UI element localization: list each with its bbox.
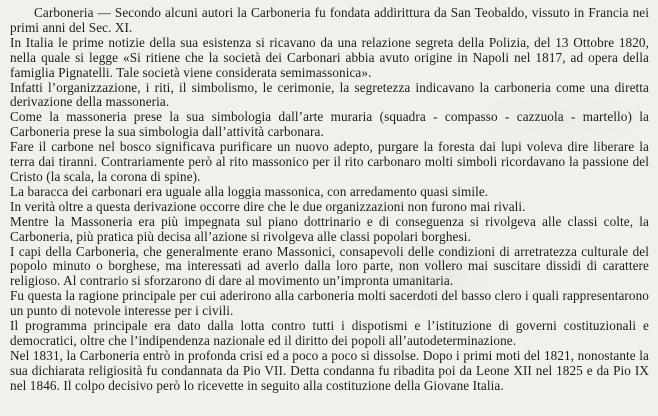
paragraph-simbologia: Come la massoneria prese la sua simbologia dall’arte muraria (squadra - compasso - cazzuola - martello) la Carboneria prese la sua simbologia dall’attività carbonara. bbox=[10, 109, 649, 140]
paragraph-prime-notizie: In Italia le prime notizie della sua esistenza si ricavano da una relazione segreta della Polizia, del 13 Ottobre 1820, nella quale si legge «Si ritiene che la società dei Carbonari abbia avuto origine in Napoli nel 1817, ad opera della famiglia Pignatelli. Tale società viene considerata semimassonica». bbox=[10, 34, 649, 80]
paragraph-baracca: La baracca dei carbonari era uguale alla loggia massonica, con arredamento quasi simile. bbox=[10, 183, 489, 199]
paragraph-intro: Carboneria — Secondo alcuni autori la Carboneria fu fondata addirittura da San Teobaldo, vissuto in Francia nei primi anni del Sec. XI. bbox=[10, 5, 649, 35]
paragraph-crisi: Nel 1831, la Carboneria entrò in profonda crisi ed a poco a poco si dissolse. Dopo i primi moti del 1821, nonostante la sua dichiarata religiosità fu condannata da Pio VII. Detta condanna fu ribadita poi da Leone XII nel 1825 e da Pio IX nel 1846. Il colpo decisivo però lo ricevette in seguito alla costituzione della Giovane Italia. bbox=[10, 347, 649, 393]
paragraph-non-rivali: In verità oltre a questa derivazione occorre dire che le due organizzazioni non furono mai rivali. bbox=[10, 198, 526, 214]
paragraph-capi: I capi della Carboneria, che generalmente erano Massonici, consapevoli delle condizioni di arretratezza culturale del popolo minuto o borghese, ma interessati ad averlo dalla loro parte, non vollero mai suscitare dissidi di carattere religioso. Al contrario si sforzarono di dare al movimento un’impronta umanitaria. bbox=[10, 243, 649, 289]
paragraph-sacerdoti: Fu questa la ragione principale per cui aderirono alla carboneria molti sacerdoti del basso clero i quali rappresentarono un punto di notevole interesse per i civili. bbox=[10, 288, 649, 319]
paragraph-programma: Il programma principale era dato dalla lotta contro tutti i dispotismi e l’istituzione di governi costituzionali e democratici, oltre che l’indipendenza nazionale ed il diritto dei popoli all’autodeterminazione. bbox=[10, 318, 649, 348]
paragraph-organizzazione: Infatti l’organizzazione, i riti, il simbolismo, le cerimonie, la segretezza indicavano la carboneria come una diretta derivazione della massoneria. bbox=[10, 79, 649, 110]
paragraph-rito-carbonaro: Fare il carbone nel bosco significava purificare un nuovo adepto, purgare la foresta dai lupi voleva dire liberare la terra dai tiranni. Contrariamente però al rito massonico per il rito carbonaro molti simboli ricordavano la passione del Cristo (la scala, la corona di spine). bbox=[10, 139, 649, 184]
paragraph-classi: Mentre la Massoneria era più impegnata sul piano dottrinario e di conseguenza si rivolgeva alle classi colte, la Carboneria, più pratica più decisa all’azione si rivolgeva alle classi popolari borghesi. bbox=[10, 213, 649, 244]
